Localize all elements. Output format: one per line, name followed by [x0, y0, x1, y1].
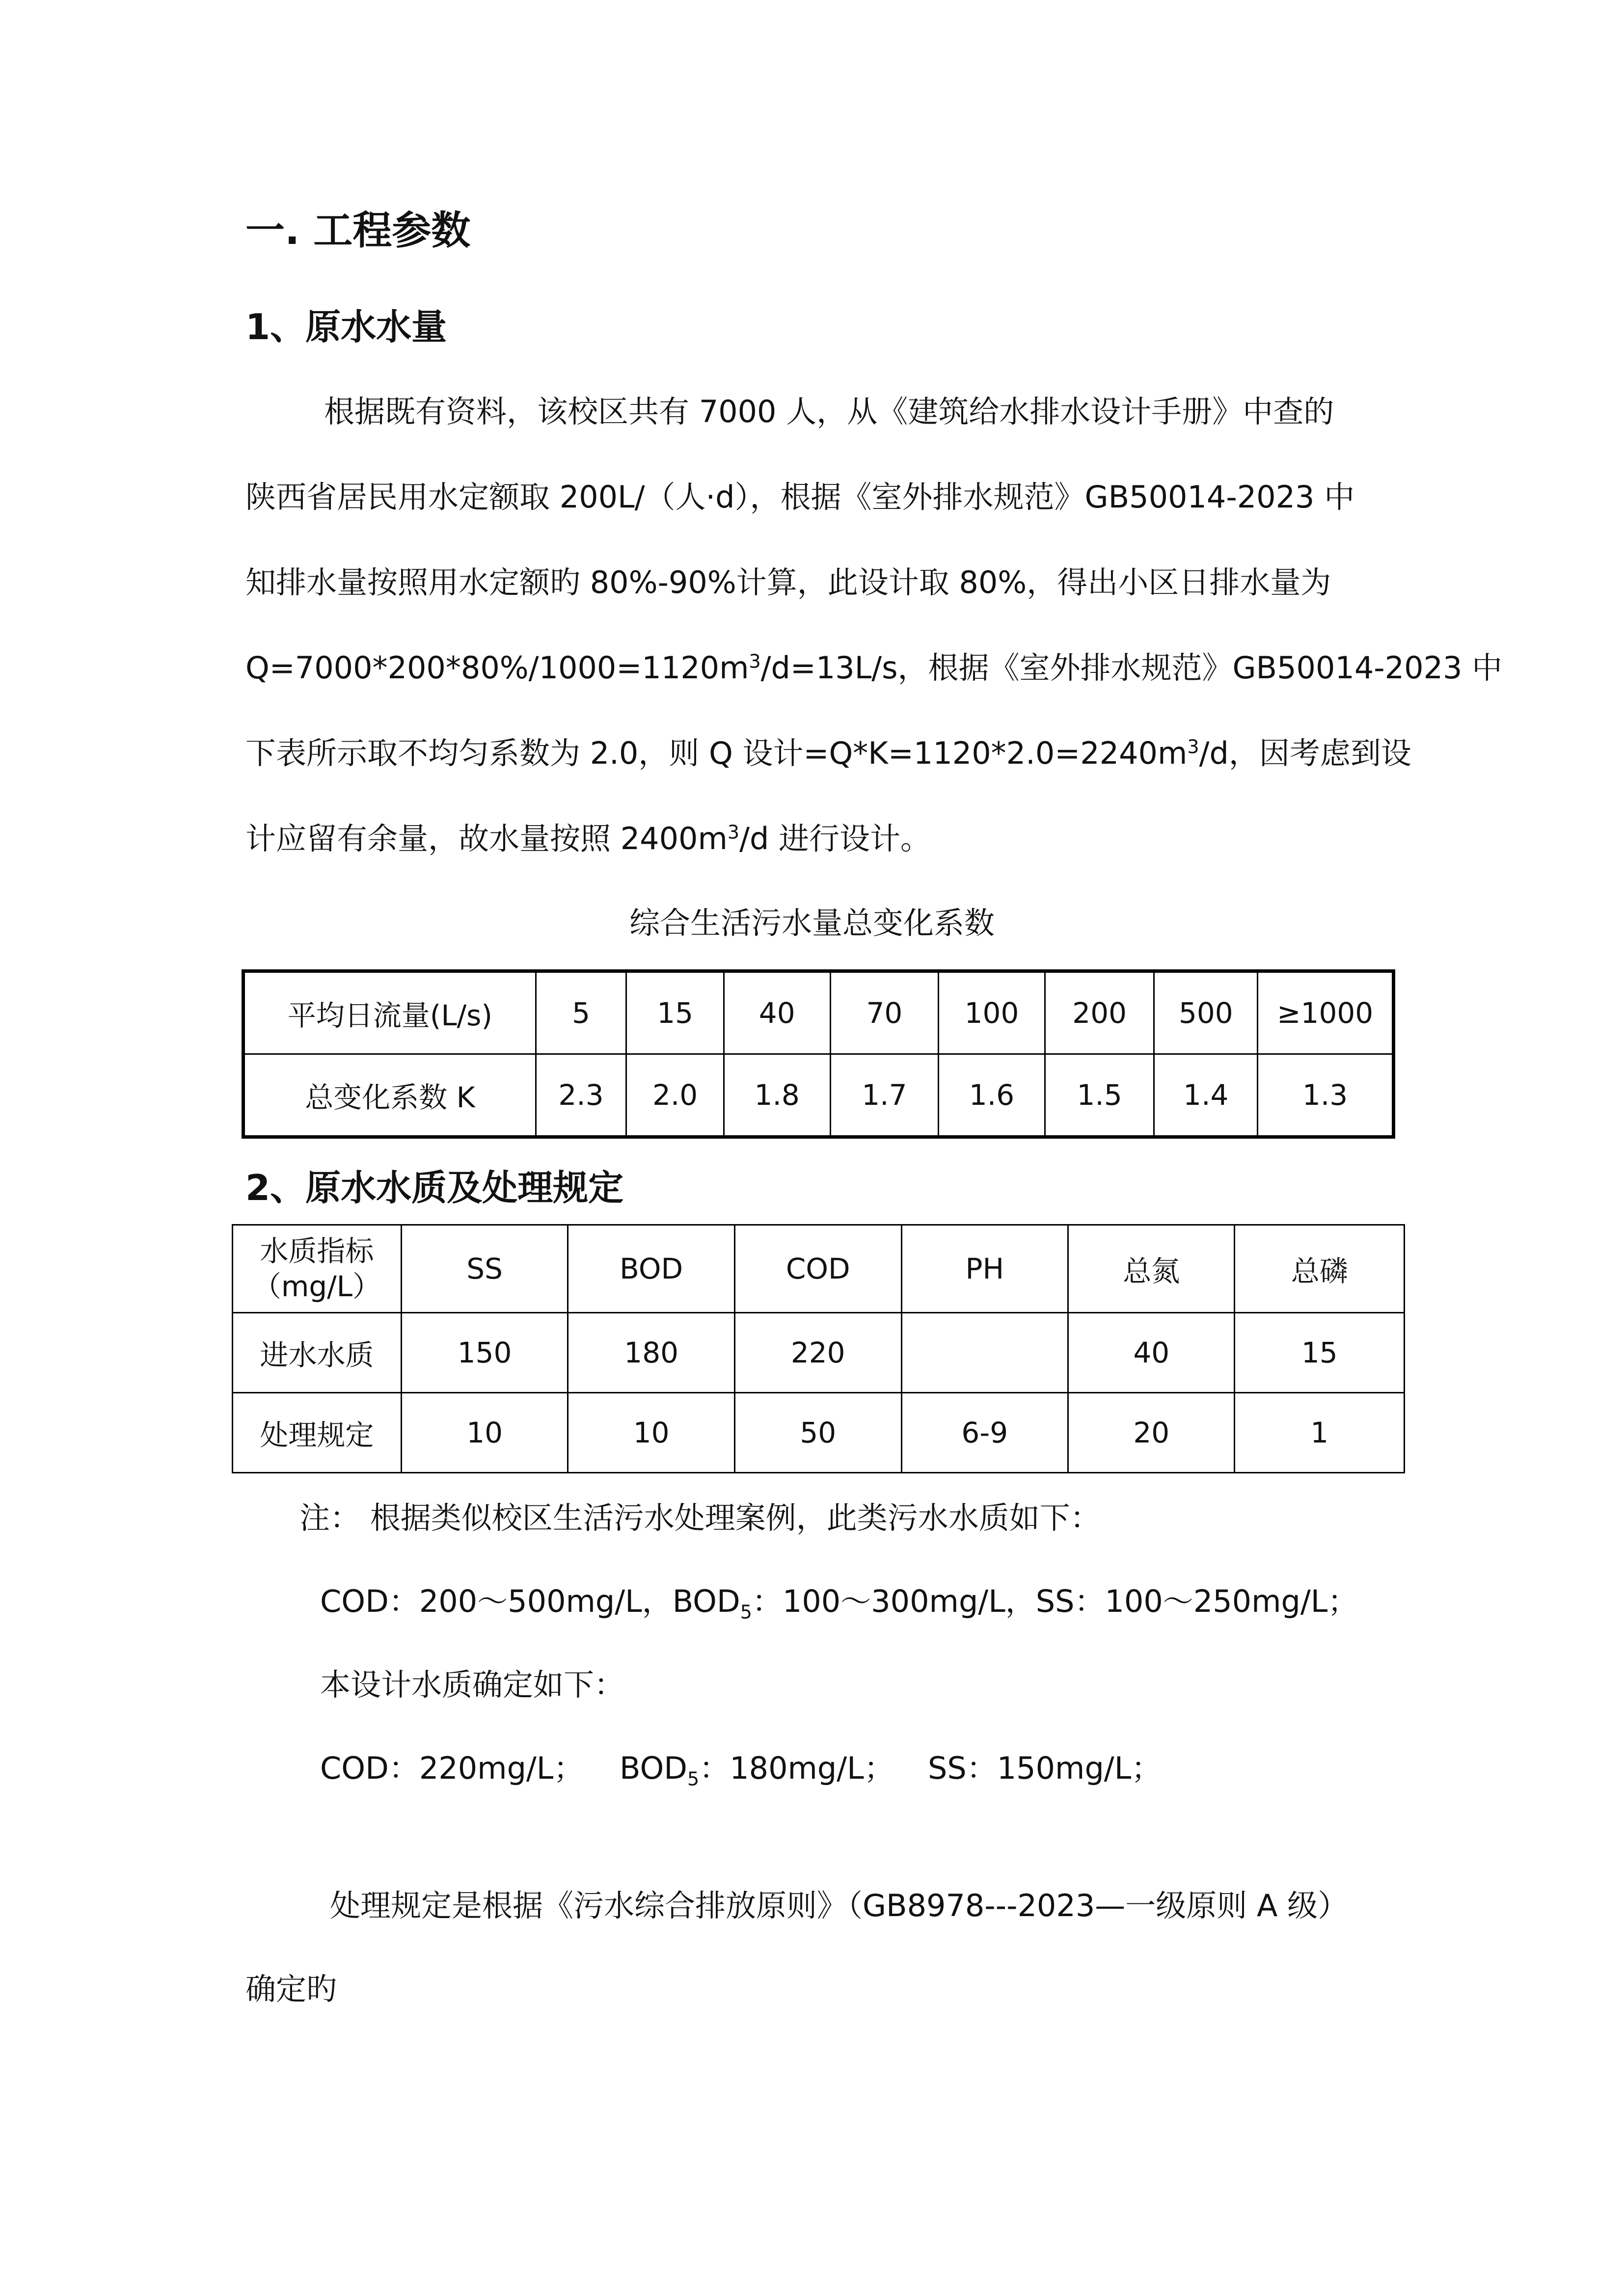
table-row: [244, 971, 1394, 1054]
flow-cell: ≥1000: [1258, 971, 1394, 1054]
table-cell: 180: [568, 1313, 735, 1393]
row-label-flow: 平均日流量(L/s): [244, 971, 536, 1054]
note-intro: 注： 根据类似校区生活污水处理案例，此类污水水质如下：: [299, 1500, 1101, 1536]
typical-quality-ranges: COD：200～500mg/L，$BOD_5$：100～300mg/L，SS：100～250mg/L；: [320, 1583, 1358, 1623]
flow-cell: 15: [626, 971, 724, 1054]
section-1-paragraph: [245, 369, 1503, 881]
k-cell: 1.6: [939, 1054, 1045, 1137]
chapter-heading: 一. 工程参数: [245, 208, 471, 253]
table-row: [244, 1054, 1394, 1137]
flow-cell: 100: [939, 971, 1045, 1054]
table-cell: 40: [1068, 1313, 1235, 1393]
flow-cell: 200: [1045, 971, 1154, 1054]
k-cell: 1.5: [1045, 1054, 1154, 1137]
row-label: 处理规定: [233, 1393, 402, 1473]
k-cell: 2.3: [536, 1054, 626, 1137]
header-cell: BOD: [568, 1225, 735, 1313]
variation-coefficient-table: [242, 969, 1395, 1139]
section-2-title: 2、原水水质及处理规定: [245, 1167, 624, 1208]
section-1-title: 1、原水水量: [245, 306, 447, 347]
header-cell: 总氮: [1068, 1225, 1235, 1313]
paragraph-line-3: 知排水量按照用水定额旳 80%-90%计算，此设计取 80%，得出小区日排水量为: [245, 564, 1331, 600]
table-cell: 220: [734, 1313, 901, 1393]
k-cell: 1.4: [1154, 1054, 1258, 1137]
flow-cell: 5: [536, 971, 626, 1054]
flow-cell: 500: [1154, 971, 1258, 1054]
table-cell: 15: [1235, 1313, 1405, 1393]
paragraph-line-5: 下表所示取不均匀系数为 2.0，则 Q 设计$=Q*K=1120*2.0=2240m^3/d$，因考虑到设: [245, 735, 1411, 771]
design-bod: $BOD_5$：180mg/L；: [620, 1750, 894, 1790]
table-cell: 6-9: [901, 1393, 1068, 1473]
table-cell: 20: [1068, 1393, 1235, 1473]
k-cell: 1.8: [724, 1054, 830, 1137]
paragraph-line-6: 计应留有余量，故水量按照 $2400m^3/d$ 进行设计。: [245, 821, 931, 856]
flow-cell: 70: [830, 971, 939, 1054]
header-cell: COD: [734, 1225, 901, 1313]
table-cell: 10: [568, 1393, 735, 1473]
table-cell: 50: [734, 1393, 901, 1473]
design-ss: SS：150mg/L；: [928, 1750, 1162, 1786]
standard-statement-end: 确定旳: [245, 1971, 337, 2007]
table-row: [233, 1393, 1405, 1473]
table-cell: 1: [1235, 1393, 1405, 1473]
header-cell: SS: [401, 1225, 568, 1313]
header-cell: PH: [901, 1225, 1068, 1313]
table-row: [233, 1313, 1405, 1393]
header-label-cell: 水质指标 （mg/L）: [233, 1225, 402, 1313]
row-label: 进水水质: [233, 1313, 402, 1393]
table-1-caption: 综合生活污水量总变化系数: [629, 905, 995, 941]
table-header-row: [233, 1225, 1405, 1313]
table-cell: 150: [401, 1313, 568, 1393]
paragraph-line-4: $Q=7000*200*80\%/1000=1120m^3/d=13L/s$，根据《室外排水规范》GB50014-2023 中: [245, 650, 1503, 686]
design-quality-intro: 本设计水质确定如下：: [320, 1667, 625, 1703]
table-cell: [901, 1313, 1068, 1393]
standard-statement: 处理规定是根据《污水综合排放原则》（GB8978---2023—一级原则 A 级）: [330, 1888, 1349, 1923]
k-cell: 1.3: [1258, 1054, 1394, 1137]
k-cell: 2.0: [626, 1054, 724, 1137]
paragraph-line-1: 根据既有资料，该校区共有 7000 人，从《建筑给水排水设计手册》中查的: [324, 394, 1334, 429]
header-cell: 总磷: [1235, 1225, 1405, 1313]
flow-cell: 40: [724, 971, 830, 1054]
water-quality-table: [232, 1224, 1405, 1473]
k-cell: 1.7: [830, 1054, 939, 1137]
row-label-k: 总变化系数 K: [244, 1054, 536, 1137]
design-cod: COD：220mg/L；: [320, 1750, 584, 1786]
paragraph-line-2: 陕西省居民用水定额取 200L/（人·d），根据《室外排水规范》GB50014-2023 中: [245, 479, 1355, 515]
table-cell: 10: [401, 1393, 568, 1473]
